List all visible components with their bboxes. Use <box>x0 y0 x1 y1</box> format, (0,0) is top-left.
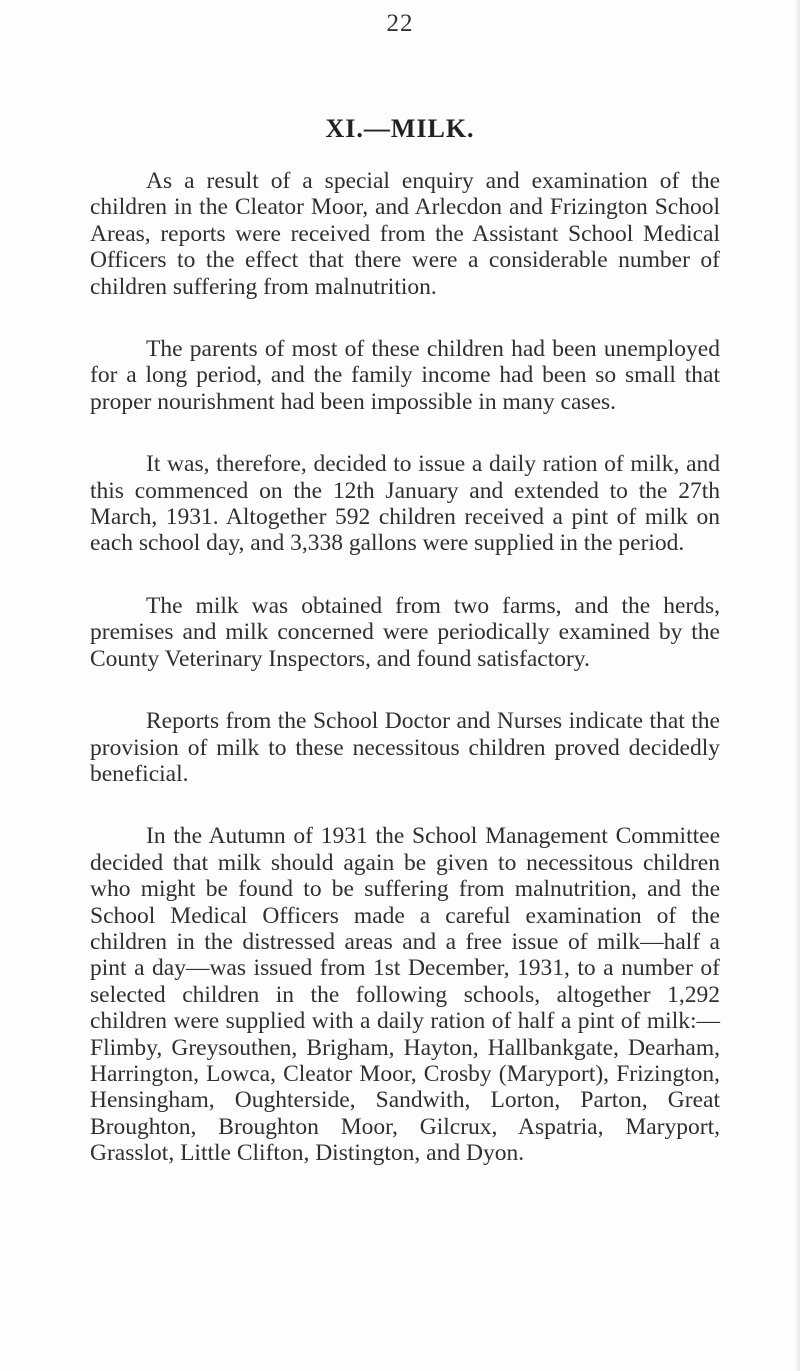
paragraph-ration: It was, therefore, decided to issue a daily ration of milk, and this commenced on the 12th January and extended to the 27th March, 1931. Altogether 592 children received a pint of milk on each school day, and 3,338 gallons were supplied in the period. <box>90 451 720 557</box>
page-edge-shadow <box>794 0 800 1371</box>
paragraph-autumn: In the Autumn of 1931 the School Management Committee decided that milk should again be given to necessitous children who might be found to be suffering from malnutrition, and the School Medical Officers made a careful examination of the children in the distressed areas and a free issue of milk—half a pint a day—was issued from 1st December, 1931, to a number of selected children in the following schools, altogether 1,292 children were supplied with a daily ration of half a pint of milk:—Flimby, Greysouthen, Brigham, Hayton, Hallbankgate, Dearham, Harrington, Lowca, Cleator Moor, Crosby (Maryport), Frizington, Hensingham, Oughterside, Sandwith, Lorton, Parton, Great Broughton, Broughton Moor, Gilcrux, Aspatria, Maryport, Grasslot, Little Clifton, Distington, and Dyon. <box>90 823 720 1167</box>
section-heading: XI.—MILK. <box>325 114 475 143</box>
paragraph-parents: The parents of most of these children had been unemployed for a long period, and the family income had been so small that proper nourishment had been impossible in many cases. <box>90 336 720 415</box>
paragraph-enquiry: As a result of a special enquiry and examination of the children in the Cleator Moor, and Arlecdon and Frizington School Areas, reports were received from the Assistant School Medical Officers to the effect that there were a considerable number of children suffering from malnutrition. <box>90 168 720 300</box>
paragraph-farms: The milk was obtained from two farms, and the herds, premises and milk concerned were periodically examined by the County Veterinary Inspectors, and found satisfactory. <box>90 592 720 672</box>
body-text <box>90 168 720 1167</box>
paragraph-reports: Reports from the School Doctor and Nurses indicate that the provision of milk to these necessitous children proved decidedly beneficial. <box>90 708 720 787</box>
page-number: 22 <box>386 10 414 37</box>
